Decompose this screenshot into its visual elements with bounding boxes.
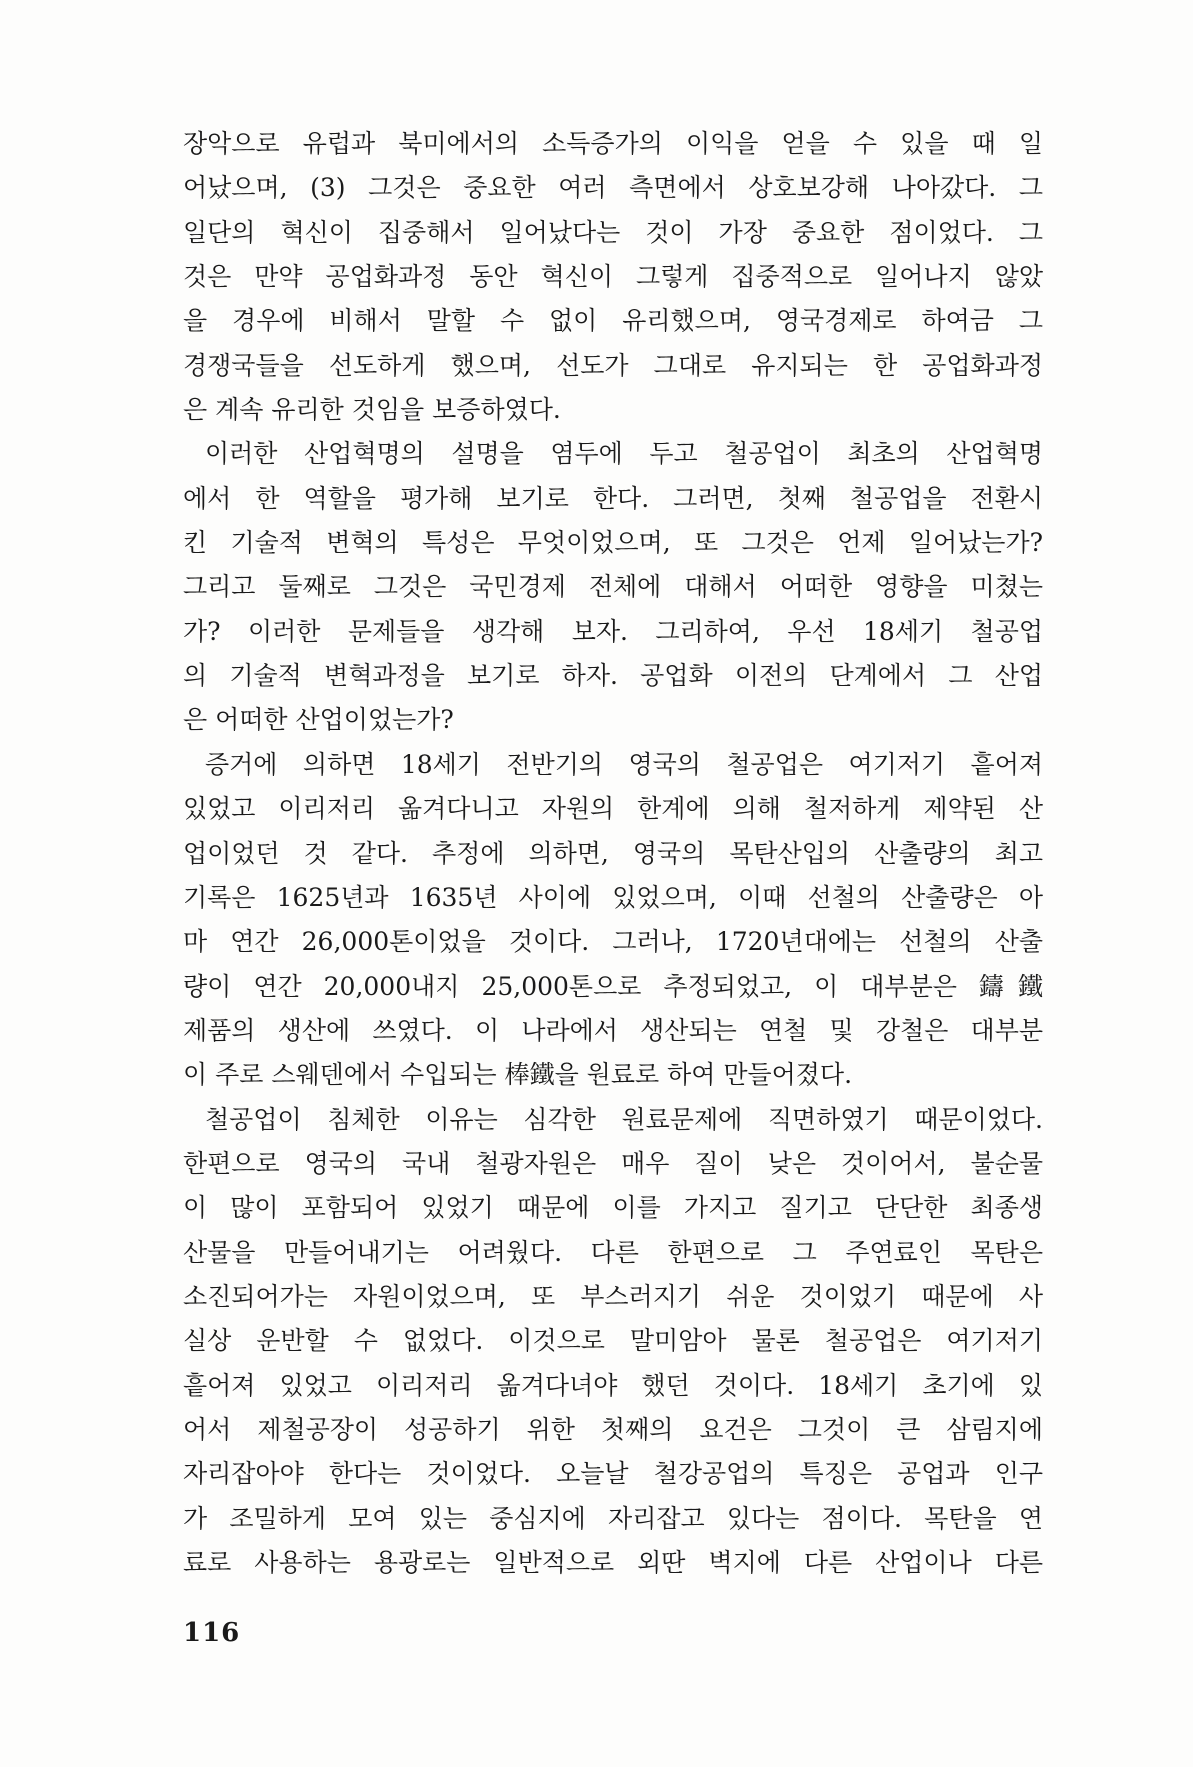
text-line: 증거에 의하면 18세기 전반기의 영국의 철공업은 여기저기 흩어져 [205, 749, 1043, 779]
text-line: 이 주로 스웨덴에서 수입되는 棒鐵을 원료로 하여 만들어졌다. [183, 1060, 853, 1090]
text-line: 흩어져 있었고 이리저리 옮겨다녀야 했던 것이다. 18세기 초기에 있 [183, 1370, 1043, 1400]
text-line: 기록은 1625년과 1635년 사이에 있었으며, 이때 선철의 산출량은 아 [183, 882, 1043, 912]
text-line: 업이었던 것 같다. 추정에 의하면, 영국의 목탄산입의 산출량의 최고 [183, 838, 1043, 868]
text-line: 가? 이러한 문제들을 생각해 보자. 그리하여, 우선 18세기 철공업 [183, 616, 1043, 646]
text-line: 제품의 생산에 쓰였다. 이 나라에서 생산되는 연철 및 강철은 대부분 [183, 1015, 1043, 1045]
text-line: 이 많이 포함되어 있었기 때문에 이를 가지고 질기고 단단한 최종생 [183, 1193, 1043, 1223]
text-line: 있었고 이리저리 옮겨다니고 자원의 한계에 의해 철저하게 제약된 산 [183, 794, 1043, 824]
text-line: 실상 운반할 수 없었다. 이것으로 말미암아 물론 철공업은 여기저기 [183, 1326, 1043, 1356]
text-line: 에서 한 역할을 평가해 보기로 한다. 그러면, 첫째 철공업을 전환시 [183, 483, 1043, 513]
text-line: 어서 제철공장이 성공하기 위한 첫째의 요건은 그것이 큰 삼림지에 [183, 1414, 1043, 1444]
page-number: 116 [183, 1618, 241, 1648]
text-line: 가 조밀하게 모여 있는 중심지에 자리잡고 있다는 점이다. 목탄을 연 [183, 1503, 1043, 1533]
text-line: 일단의 혁신이 집중해서 일어났다는 것이 가장 중요한 점이었다. 그 [183, 217, 1043, 247]
text-line: 경쟁국들을 선도하게 했으며, 선도가 그대로 유지되는 한 공업화과정 [183, 350, 1043, 380]
text-line: 킨 기술적 변혁의 특성은 무엇이었으며, 또 그것은 언제 일어났는가? [183, 528, 1043, 558]
body-text [183, 122, 1043, 1585]
text-line: 을 경우에 비해서 말할 수 없이 유리했으며, 영국경제로 하여금 그 [183, 306, 1043, 336]
text-line: 한편으로 영국의 국내 철광자원은 매우 질이 낮은 것이어서, 불순물 [183, 1148, 1043, 1178]
text-line: 의 기술적 변혁과정을 보기로 하자. 공업화 이전의 단계에서 그 산업 [183, 661, 1043, 691]
text-line: 마 연간 26,000톤이었을 것이다. 그러나, 1720년대에는 선철의 산출 [183, 927, 1043, 957]
text-line: 산물을 만들어내기는 어려웠다. 다른 한편으로 그 주연료인 목탄은 [183, 1237, 1043, 1267]
text-line: 소진되어가는 자원이었으며, 또 부스러지기 쉬운 것이었기 때문에 사 [183, 1281, 1043, 1311]
text-line: 것은 만약 공업화과정 동안 혁신이 그렇게 집중적으로 일어나지 않았 [183, 262, 1043, 292]
text-line: 량이 연간 20,000내지 25,000톤으로 추정되었고, 이 대부분은 鑄鐵 [183, 971, 1043, 1001]
text-line: 이러한 산업혁명의 설명을 염두에 두고 철공업이 최초의 산업혁명 [205, 439, 1043, 469]
text-line: 은 어떠한 산업이었는가? [183, 705, 454, 735]
text-line: 철공업이 침체한 이유는 심각한 원료문제에 직면하였기 때문이었다. [205, 1104, 1043, 1134]
text-line: 은 계속 유리한 것임을 보증하였다. [183, 395, 561, 425]
text-line: 장악으로 유럽과 북미에서의 소득증가의 이익을 얻을 수 있을 때 일 [183, 129, 1043, 158]
text-line: 자리잡아야 한다는 것이었다. 오늘날 철강공업의 특징은 공업과 인구 [183, 1459, 1043, 1489]
text-line: 그리고 둘째로 그것은 국민경제 전체에 대해서 어떠한 영향을 미쳤는 [183, 572, 1043, 602]
text-line: 어났으며, (3) 그것은 중요한 여러 측면에서 상호보강해 나아갔다. 그 [183, 173, 1043, 203]
text-line: 료로 사용하는 용광로는 일반적으로 외딴 벽지에 다른 산업이나 다른 [183, 1548, 1043, 1577]
